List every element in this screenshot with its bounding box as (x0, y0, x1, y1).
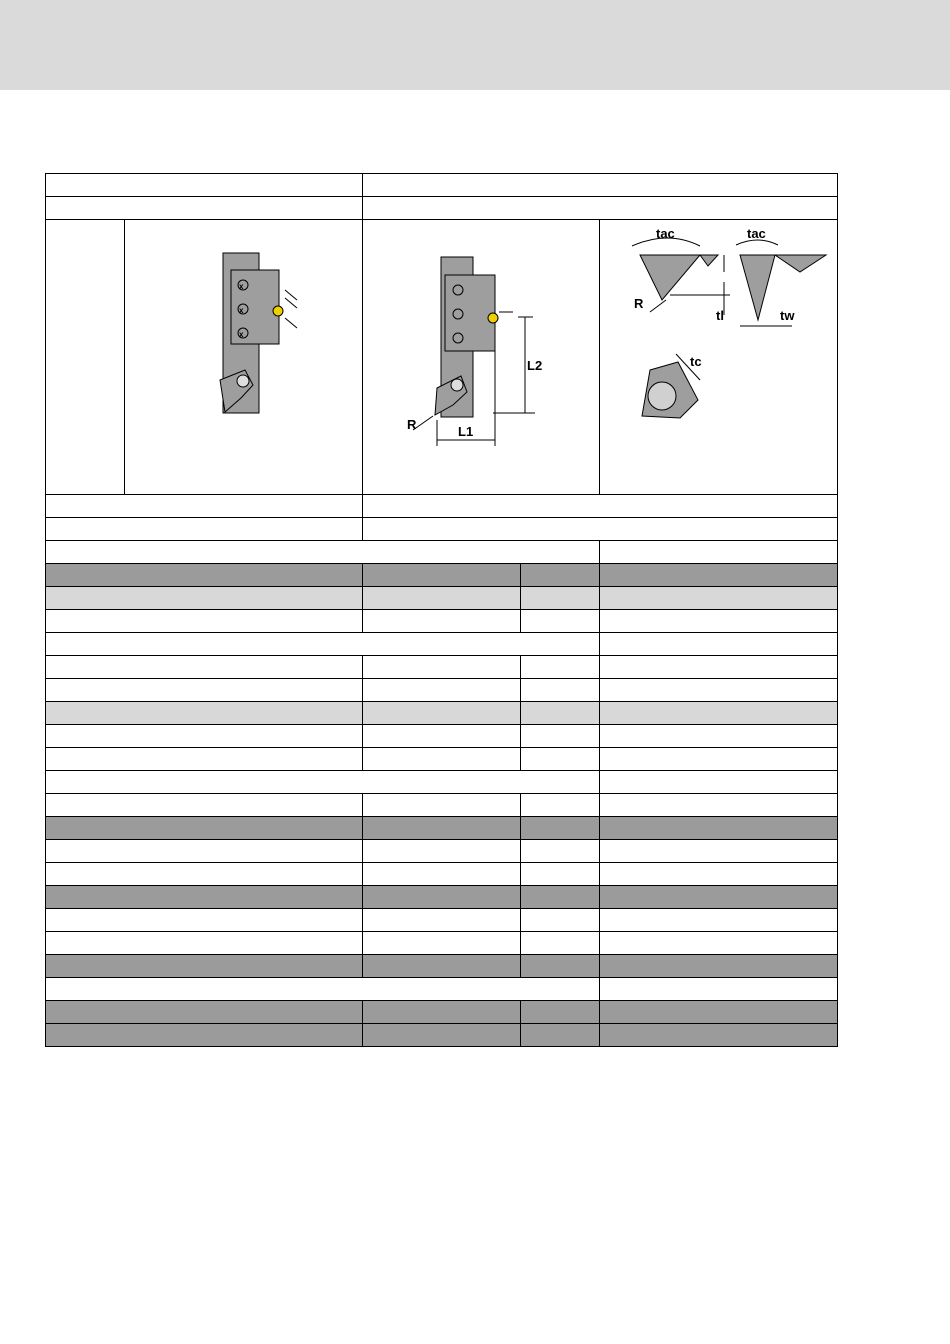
label-l1: L1 (458, 424, 474, 439)
table-row (46, 702, 838, 725)
table-row (46, 794, 838, 817)
table-row (46, 174, 838, 197)
table-row (46, 771, 838, 794)
label-tw: tw (780, 308, 795, 323)
table-row (46, 564, 838, 587)
table-row (46, 863, 838, 886)
table-row (46, 909, 838, 932)
table-row (46, 1001, 838, 1024)
dimension-view-cell (363, 220, 600, 495)
table-row (46, 955, 838, 978)
table-row (46, 679, 838, 702)
insert-profile-cell (600, 220, 838, 495)
table-row (46, 518, 838, 541)
table-row (46, 748, 838, 771)
table-row (46, 725, 838, 748)
label-tac-right: tac (747, 226, 766, 241)
table-row (46, 197, 838, 220)
label-r: R (407, 417, 417, 432)
table-row (46, 633, 838, 656)
label-insert-r: R (634, 296, 644, 311)
label-l2: L2 (527, 358, 543, 373)
svg-text:x: x (239, 282, 244, 291)
table-row (46, 932, 838, 955)
table-row (46, 587, 838, 610)
table-row (46, 1024, 838, 1047)
table-row (46, 495, 838, 518)
table-row (46, 610, 838, 633)
label-tac-left: tac (656, 226, 675, 241)
table-row (46, 541, 838, 564)
holder-view-cell (125, 220, 363, 495)
table-row (46, 886, 838, 909)
label-tc: tc (690, 354, 702, 369)
table-row (46, 817, 838, 840)
svg-text:x: x (239, 330, 244, 339)
table-row-images (46, 220, 838, 495)
table-row (46, 656, 838, 679)
dimension-diagram (363, 220, 599, 491)
table-row (46, 840, 838, 863)
insert-profile-diagram (600, 220, 837, 491)
table-row (46, 978, 838, 1001)
tool-parameter-table (45, 173, 838, 1047)
svg-text:x: x (239, 306, 244, 315)
tool-holder-diagram (125, 220, 362, 491)
empty-cell (46, 220, 125, 495)
header-band (0, 0, 950, 90)
label-tl: tl (716, 308, 724, 323)
